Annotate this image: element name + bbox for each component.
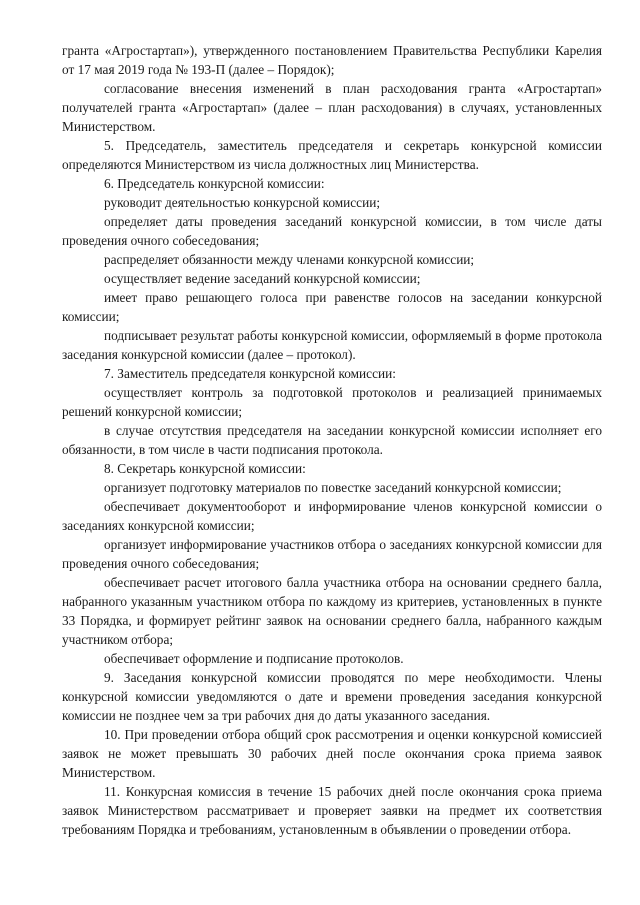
paragraph: обеспечивает документооборот и информирование членов конкурсной комиссии о заседаниях конкурсной комиссии; [62,499,602,533]
paragraph: распределяет обязанности между членами конкурсной комиссии; [104,252,475,267]
paragraph: организует информирование участников отбора о заседаниях конкурсной комиссии для проведения очного собеседования; [62,537,602,571]
paragraph-item-11: 11. Конкурсная комиссия в течение 15 рабочих дней после окончания срока приема заявок Министерством рассматривает и проверяет заявки на предмет их соответствия требованиям Порядка и требованиям, установленным в объявлении о проведении отбора. [62,784,602,837]
paragraph: руководит деятельностью конкурсной комиссии; [104,195,381,210]
paragraph-item-9: 9. Заседания конкурсной комиссии проводятся по мере необходимости. Члены конкурсной комиссии уведомляются о дате и времени проведения заседания конкурсной комиссии не позднее чем за три рабочих дня до даты указанного заседания. [62,670,602,723]
paragraph-item-6: 6. Председатель конкурсной комиссии: [104,176,325,191]
paragraph-item-5: 5. Председатель, заместитель председателя и секретарь конкурсной комиссии определяются Министерством из числа должностных лиц Министерства. [62,138,602,172]
paragraph: осуществляет контроль за подготовкой протоколов и реализацией принимаемых решений конкурсной комиссии; [62,385,602,419]
paragraph: в случае отсутствия председателя на заседании конкурсной комиссии исполняет его обязанности, в том числе в части подписания протокола. [62,423,602,457]
paragraph-item-8: 8. Секретарь конкурсной комиссии: [104,461,306,476]
paragraph: обеспечивает оформление и подписание протоколов. [104,651,404,666]
paragraph-item-7: 7. Заместитель председателя конкурсной комиссии: [104,366,396,381]
paragraph: осуществляет ведение заседаний конкурсной комиссии; [104,271,421,286]
paragraph: обеспечивает расчет итогового балла участника отбора на основании среднего балла, набранного указанным участником отбора по каждому из критериев, установленных в пункте 33 Порядка, и формирует рейтинг заявок на основании среднего балла, набранного каждым участником отбора; [62,575,602,647]
paragraph: организует подготовку материалов по повестке заседаний конкурсной комиссии; [104,480,562,495]
paragraph: подписывает результат работы конкурсной комиссии, оформляемый в форме протокола заседания конкурсной комиссии (далее – протокол). [62,328,602,362]
paragraph: согласование внесения изменений в план расходования гранта «Агростартап» получателей гранта «Агростартап» (далее – план расходования) в случаях, установленных Министерством. [62,81,602,134]
paragraph: определяет даты проведения заседаний конкурсной комиссии, в том числе даты проведения очного собеседования; [62,214,602,248]
paragraph-continuation: гранта «Агростартап»), утвержденного постановлением Правительства Республики Карелия от 17 мая 2019 года № 193-П (далее – Порядок); [62,43,602,77]
document-body [62,41,602,839]
paragraph: имеет право решающего голоса при равенстве голосов на заседании конкурсной комиссии; [62,290,602,324]
paragraph-item-10: 10. При проведении отбора общий срок рассмотрения и оценки конкурсной комиссией заявок не может превышать 30 рабочих дней после окончания срока приема заявок Министерством. [62,727,602,780]
